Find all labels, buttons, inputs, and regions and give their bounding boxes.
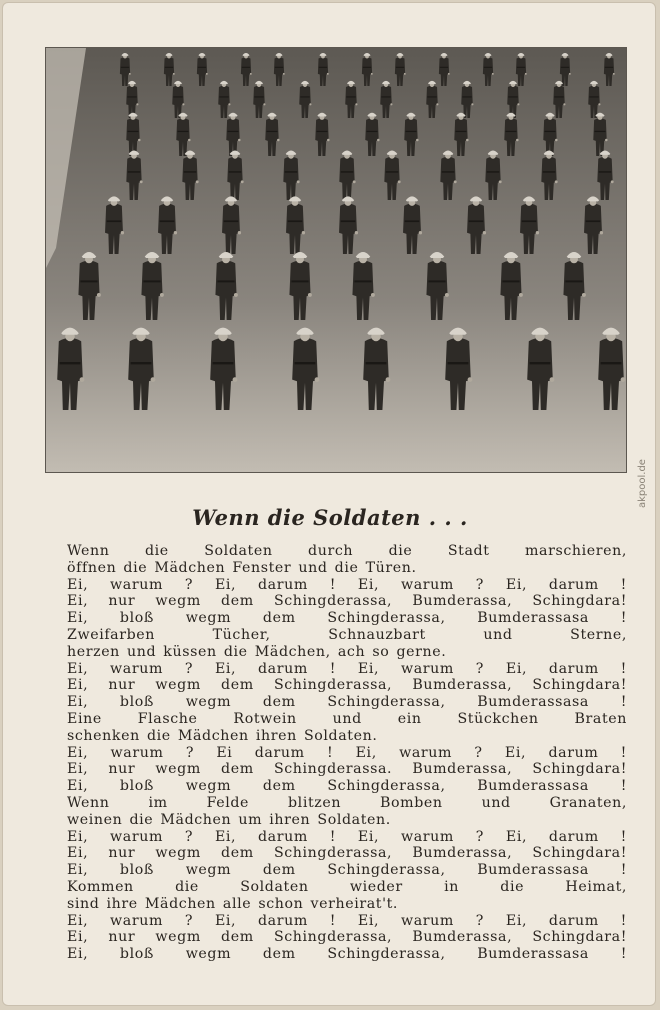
lyric-line: weinen die Mädchen um ihren Soldaten. [67,811,391,828]
lyric-line: Ei, warum ? Ei, darum ! Ei, warum ? Ei, darum ! [67,828,627,845]
lyric-line: Ei, bloß wegm dem Schingderassa, Bumderassasa ! [67,946,627,963]
lyric-line: schenken die Mädchen ihren Soldaten. [67,727,378,744]
watermark: akpool.de [637,459,648,508]
marching-soldiers-image [46,48,626,472]
lyric-line: Kommen die Soldaten wieder in die Heimat, [67,878,627,895]
song-lyrics [67,543,627,963]
lyric-line: Ei, warum ? Ei, darum ! Ei, warum ? Ei, darum ! [67,576,627,593]
postcard [2,2,656,1006]
lyric-line: Ei, bloß wegm dem Schingderassa, Bumderassasa ! [67,610,627,627]
lyric-line: herzen und küssen die Mädchen, ach so gerne. [67,643,447,660]
lyric-line: Ei, bloß wegm dem Schingderassa, Bumderassasa ! [67,862,627,879]
lyric-line: Ei, warum ? Ei darum ! Ei, warum ? Ei, darum ! [67,744,627,761]
lyric-line: öffnen die Mädchen Fenster und die Türen. [67,559,417,576]
lyric-line: Zweifarben Tücher, Schnauzbart und Sterne, [67,626,627,643]
lyric-line: Ei, bloß wegm dem Schingderassa, Bumderassasa ! [67,778,627,795]
lyric-line: Eine Flasche Rotwein und ein Stückchen Braten [67,710,627,727]
lyric-line: Wenn die Soldaten durch die Stadt marschieren, [67,543,627,559]
lyric-line: Ei, warum ? Ei, darum ! Ei, warum ? Ei, darum ! [67,912,627,929]
lyric-line: Ei, nur wegm dem Schingderassa, Bumderassa, Schingdara! [67,845,627,862]
lyric-line: Wenn im Felde blitzen Bomben und Granaten, [67,794,627,811]
lyric-line: Ei, warum ? Ei, darum ! Ei, warum ? Ei, darum ! [67,660,627,677]
lyric-line: Ei, bloß wegm dem Schingderassa, Bumderassasa ! [67,694,627,711]
soldiers-photo [45,47,627,473]
song-title: Wenn die Soldaten . . . [192,505,468,530]
lyric-line: Ei, nur wegm dem Schingderassa, Bumderassa, Schingdara! [67,929,627,946]
lyric-line: Ei, nur wegm dem Schingderassa. Bumderassa, Schingdara! [67,761,627,778]
lyric-line: sind ihre Mädchen alle schon verheirat't. [67,895,399,912]
lyric-line: Ei, nur wegm dem Schingderassa, Bumderassa, Schingdara! [67,677,627,694]
lyric-line: Ei, nur wegm dem Schingderassa, Bumderassa, Schingdara! [67,593,627,610]
